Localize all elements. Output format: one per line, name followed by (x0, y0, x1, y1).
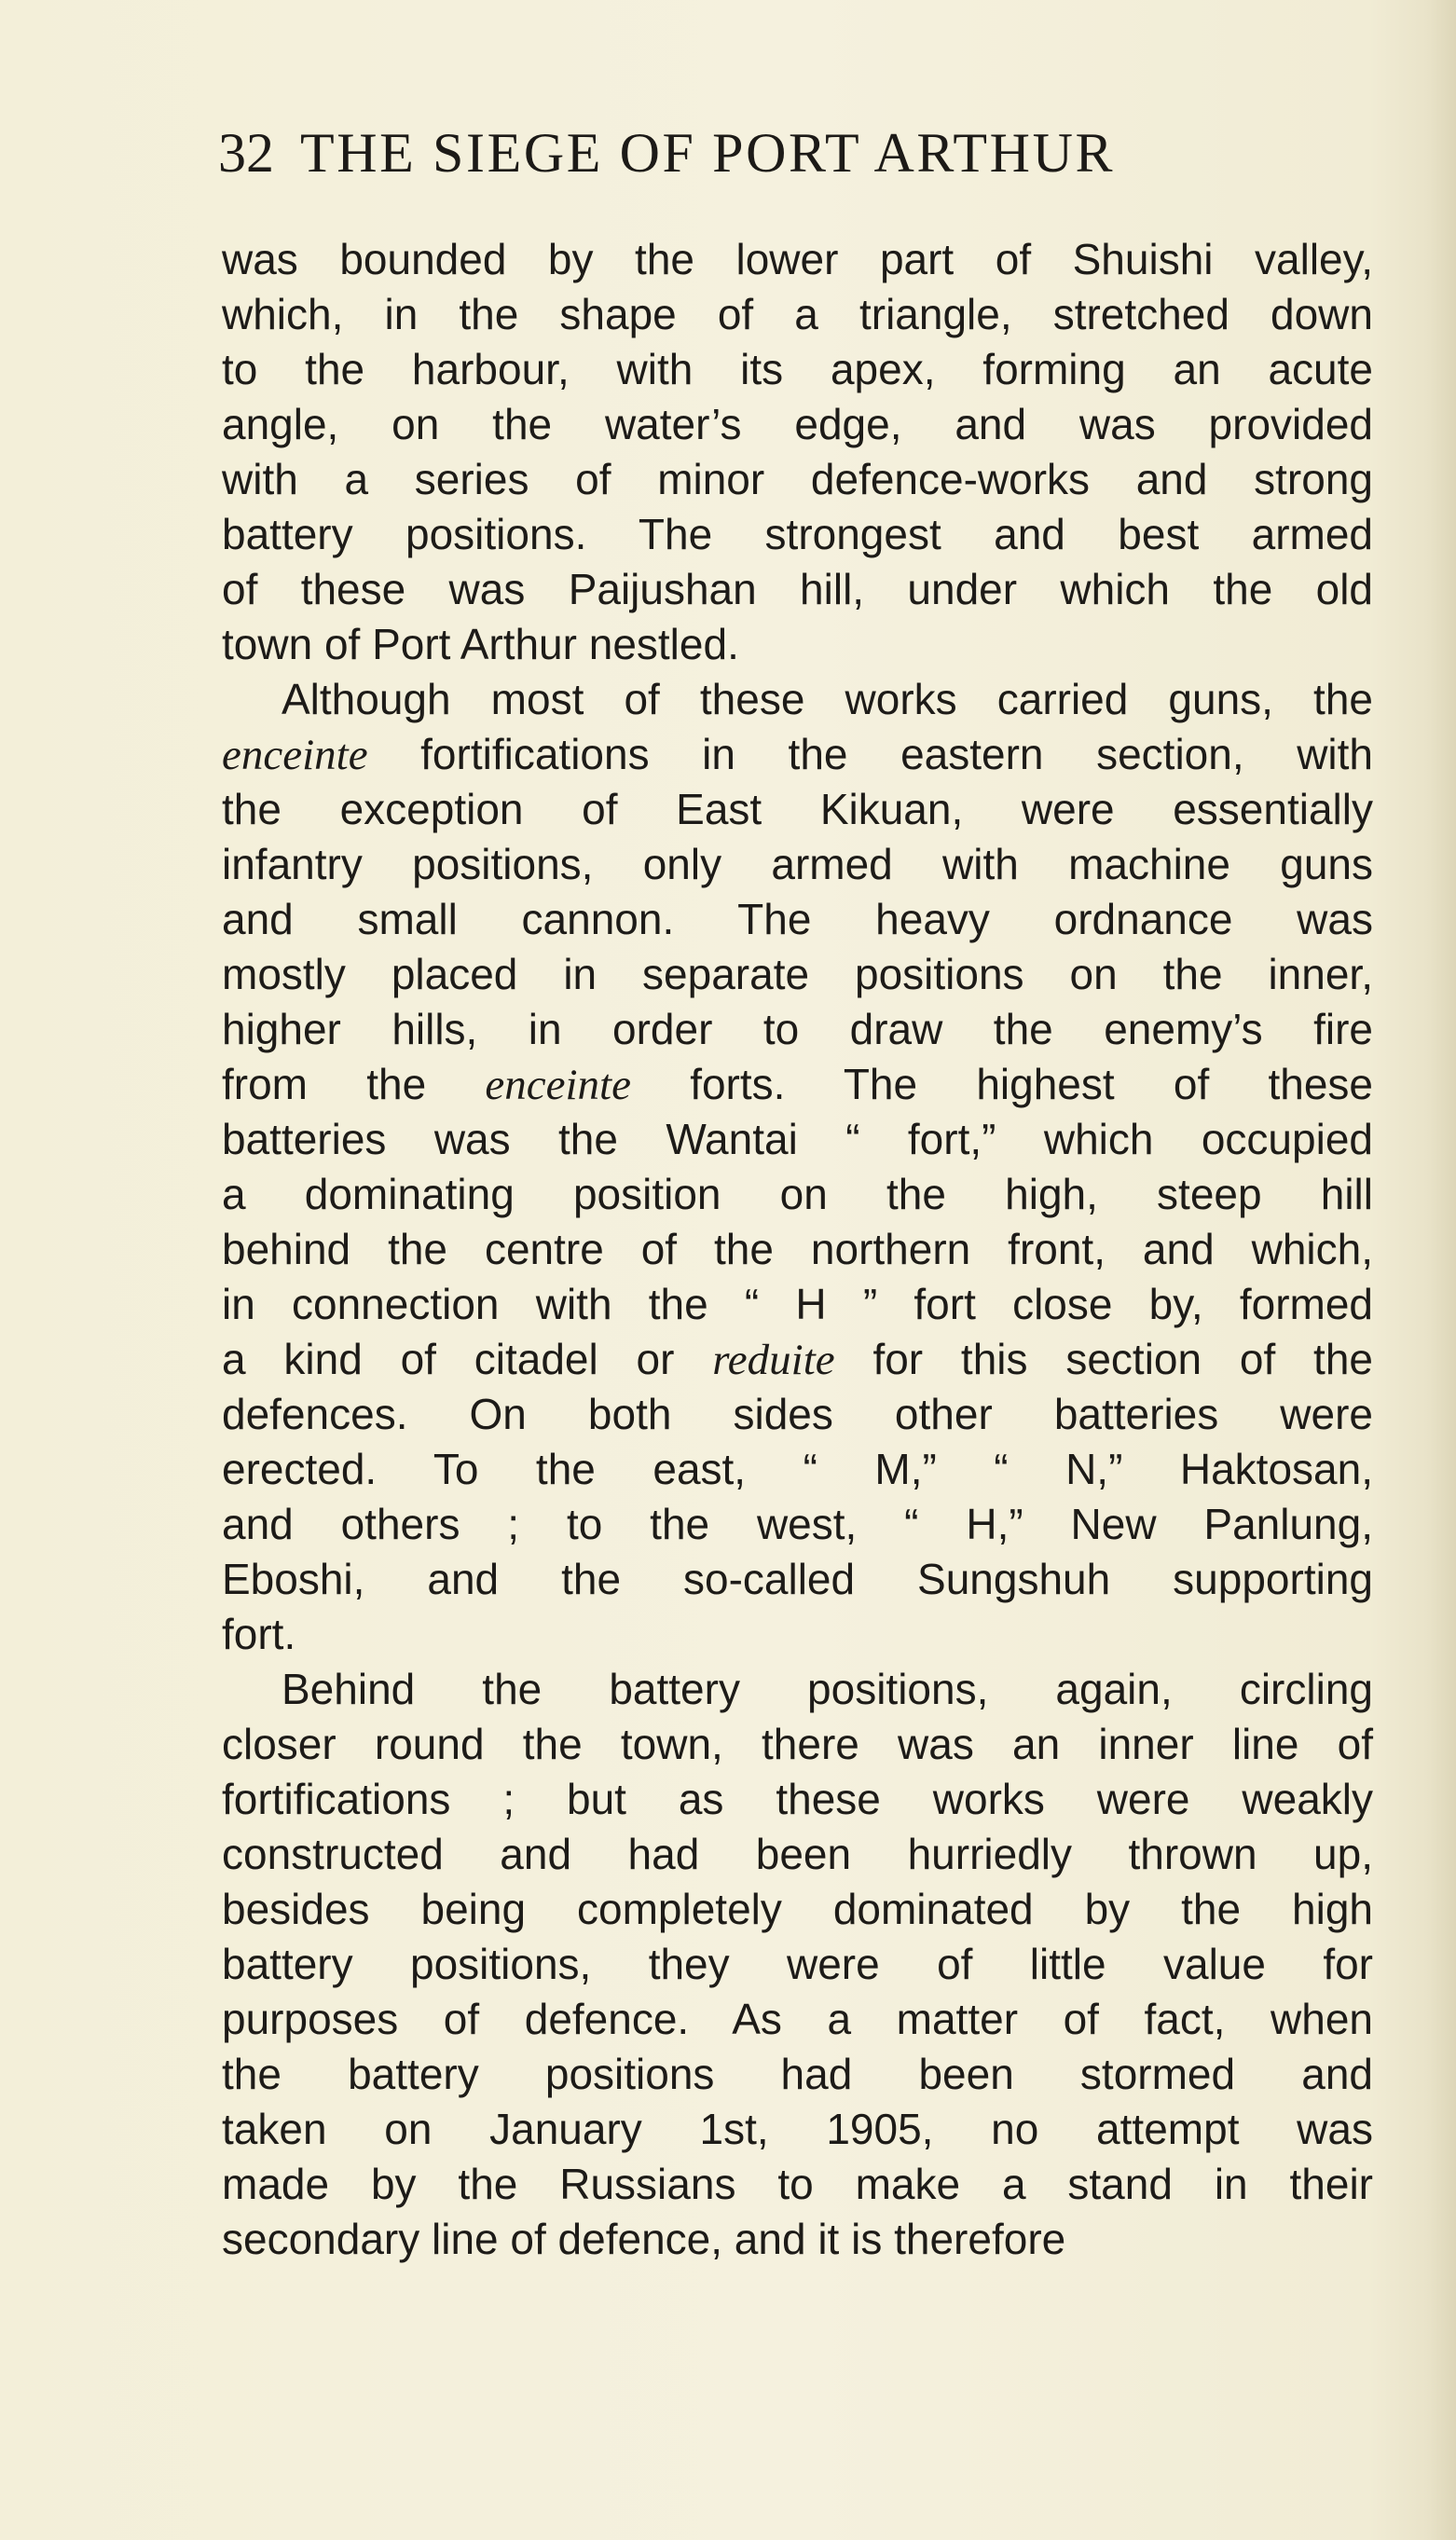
page-number: 32 (218, 122, 274, 184)
text-line (222, 1992, 1373, 2047)
text-line (222, 2212, 1373, 2267)
text-line (222, 1332, 1373, 1387)
text-run: from the (222, 1060, 486, 1108)
text-line (222, 1222, 1373, 1277)
text-run: higher hills, in order to draw the enemy’s fire (222, 1005, 1373, 1053)
text-line (222, 1167, 1373, 1222)
text-run: closer round the town, there was an inner line of (222, 1720, 1373, 1768)
text-run: fortifications in the eastern section, with (367, 730, 1373, 778)
text-run: the exception of East Kikuan, were essentially (222, 785, 1373, 833)
text-run: battery positions. The strongest and best armed (222, 510, 1373, 558)
text-run: a kind of citadel or (222, 1335, 713, 1383)
text-line (222, 1552, 1373, 1607)
text-run: Behind the battery positions, again, circling (282, 1665, 1373, 1713)
text-line (222, 1442, 1373, 1497)
text-run: Although most of these works carried guns, the (282, 675, 1373, 723)
text-run: forts. The highest of these (630, 1060, 1373, 1108)
text-run: besides being completely dominated by the high (222, 1885, 1373, 1933)
text-line (222, 1607, 1373, 1662)
text-run: Eboshi, and the so-called Sungshuh supporting (222, 1555, 1373, 1603)
text-line (222, 452, 1373, 507)
text-run: battery positions, they were of little value for (222, 1940, 1373, 1988)
text-line (222, 1662, 1373, 1717)
text-run: mostly placed in separate positions on the inner, (222, 950, 1373, 998)
body-text (222, 232, 1373, 2267)
text-line (222, 947, 1373, 1002)
text-run: angle, on the water’s edge, and was provided (222, 400, 1373, 448)
text-line (222, 892, 1373, 947)
text-run: was bounded by the lower part of Shuishi valley, (222, 235, 1373, 283)
text-line (222, 397, 1373, 452)
text-line (222, 1112, 1373, 1167)
text-run: behind the centre of the northern front, and which, (222, 1225, 1373, 1273)
text-line (222, 2157, 1373, 2212)
text-line (222, 232, 1373, 287)
text-line (222, 727, 1373, 782)
text-line (222, 1937, 1373, 1992)
text-line (222, 1497, 1373, 1552)
text-run: taken on January 1st, 1905, no attempt was (222, 2105, 1373, 2153)
text-line (222, 2102, 1373, 2157)
text-line (222, 837, 1373, 892)
text-run: the battery positions had been stormed and (222, 2050, 1373, 2098)
text-run: in connection with the “ H ” fort close by, formed (222, 1280, 1373, 1328)
text-line (222, 2047, 1373, 2102)
italic-term: enceinte (222, 731, 368, 779)
text-line (222, 1277, 1373, 1332)
text-line (222, 672, 1373, 727)
text-run: batteries was the Wantai “ fort,” which occupied (222, 1115, 1373, 1163)
text-run: a dominating position on the high, steep hill (222, 1170, 1373, 1218)
paragraph (222, 672, 1373, 1662)
text-run: and others ; to the west, “ H,” New Panlung, (222, 1500, 1373, 1548)
italic-term: enceinte (485, 1061, 631, 1109)
text-line (222, 562, 1373, 617)
text-line (222, 1772, 1373, 1827)
text-line (222, 1717, 1373, 1772)
text-run: secondary line of defence, and it is therefore (222, 2215, 1066, 2263)
running-header (218, 116, 1318, 190)
text-run: of these was Paijushan hill, under which the old (222, 565, 1373, 613)
italic-term: reduite (712, 1336, 835, 1384)
text-run: purposes of defence. As a matter of fact, when (222, 1995, 1373, 2043)
text-run: fort. (222, 1610, 296, 1658)
text-line (222, 1827, 1373, 1882)
text-line (222, 1387, 1373, 1442)
text-line (222, 342, 1373, 397)
paragraph (222, 232, 1373, 672)
text-line (222, 617, 1373, 672)
text-run: infantry positions, only armed with machine guns (222, 840, 1373, 888)
text-run: which, in the shape of a triangle, stretched down (222, 290, 1373, 338)
text-run: to the harbour, with its apex, forming an acute (222, 345, 1373, 393)
paragraph (222, 1662, 1373, 2267)
text-run: constructed and had been hurriedly thrown up, (222, 1830, 1373, 1878)
text-line (222, 1057, 1373, 1112)
text-run: with a series of minor defence-works and strong (222, 455, 1373, 503)
running-title: THE SIEGE OF PORT ARTHUR (300, 122, 1116, 184)
text-line (222, 782, 1373, 837)
text-run: made by the Russians to make a stand in their (222, 2160, 1373, 2208)
text-run: and small cannon. The heavy ordnance was (222, 895, 1373, 943)
text-run: fortifications ; but as these works were weakly (222, 1775, 1373, 1823)
text-line (222, 287, 1373, 342)
text-line (222, 1002, 1373, 1057)
text-line (222, 1882, 1373, 1937)
text-run: defences. On both sides other batteries were (222, 1390, 1373, 1438)
text-run: for this section of the (834, 1335, 1373, 1383)
text-run: erected. To the east, “ M,” “ N,” Haktosan, (222, 1445, 1373, 1493)
text-line (222, 507, 1373, 562)
text-run: town of Port Arthur nestled. (222, 620, 739, 668)
